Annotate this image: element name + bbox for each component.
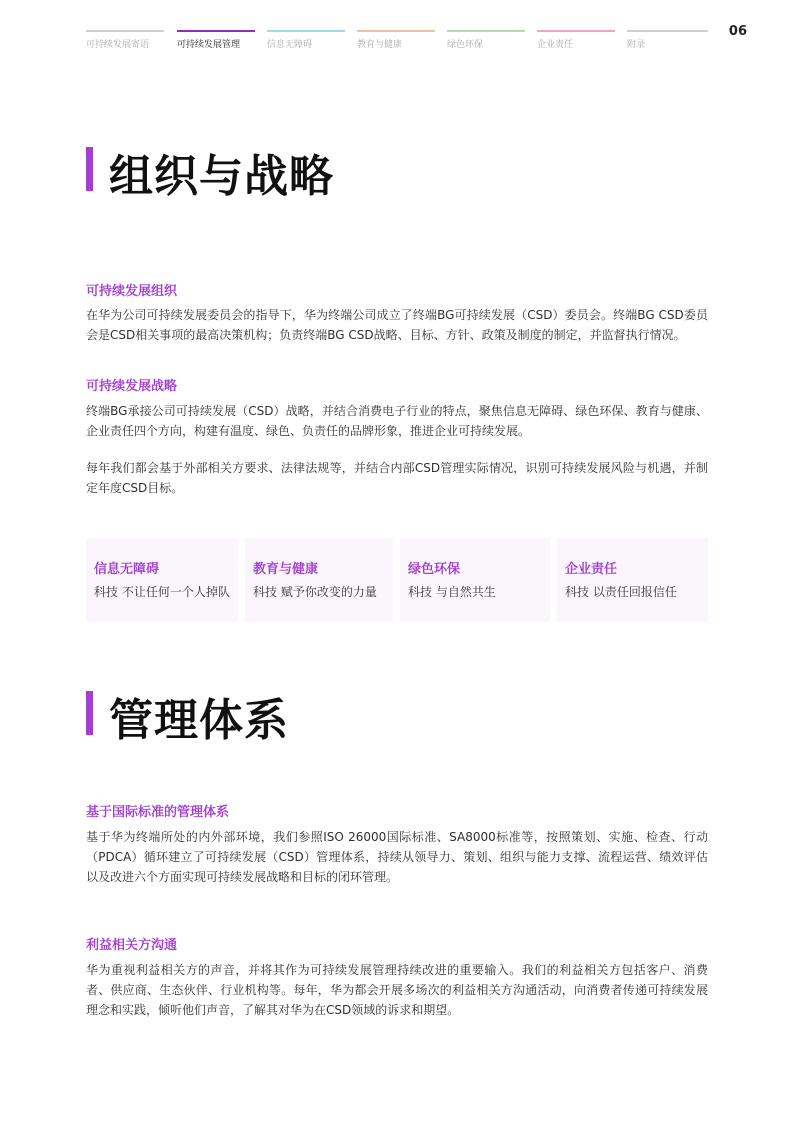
- nav-tab-green[interactable]: [447, 30, 525, 50]
- nav-tab-label: 绿色环保: [447, 40, 484, 50]
- nav-tab-label: 企业责任: [537, 40, 574, 50]
- paragraph-targets: 每年我们都会基于外部相关方要求、法律法规等，并结合内部CSD管理实际情况，识别可持续发展风险与机遇，并制定年度CSD目标。: [86, 461, 708, 495]
- card-subtitle: 科技 不让任何一个人掉队: [94, 585, 230, 599]
- subheading-system: 基于国际标准的管理体系: [86, 805, 230, 820]
- subheading-org: 可持续发展组织: [86, 284, 178, 299]
- nav-tab-education[interactable]: [357, 30, 435, 50]
- title-accent-bar: [86, 147, 93, 191]
- focus-card-accessibility: [86, 538, 238, 622]
- nav-tab-label: 可持续发展管理: [177, 40, 241, 50]
- title-accent-bar: [86, 691, 93, 735]
- focus-card-responsibility: [557, 538, 708, 622]
- section-heading: 管理体系: [109, 695, 289, 746]
- card-title: 企业责任: [565, 562, 618, 577]
- nav-tab-bar: [357, 30, 435, 32]
- paragraph-org: 在华为公司可持续发展委员会的指导下，华为终端公司成立了终端BG可持续发展（CSD）委员会。终端BG CSD委员会是CSD相关事项的最高决策机构；负责终端BG CSD战略、目标、方针、政策及制度的制定，并监督执行情况。: [86, 308, 708, 342]
- section-nav: [86, 30, 708, 50]
- nav-tab-label: 教育与健康: [357, 40, 403, 50]
- nav-tab-bar: [537, 30, 615, 32]
- nav-tab-bar: [447, 30, 525, 32]
- nav-tab-accessibility[interactable]: [267, 30, 345, 50]
- nav-tab-message[interactable]: [86, 30, 164, 50]
- paragraph-strategy: 终端BG承接公司可持续发展（CSD）战略，并结合消费电子行业的特点，聚焦信息无障碍、绿色环保、教育与健康、企业责任四个方向，构建有温度、绿色、负责任的品牌形象，推进企业可持续发展。: [86, 404, 708, 438]
- nav-tab-bar: [627, 30, 708, 32]
- focus-card-green: [400, 538, 550, 622]
- nav-tab-label: 可持续发展寄语: [86, 40, 150, 50]
- card-title: 绿色环保: [408, 562, 461, 577]
- subheading-strategy: 可持续发展战略: [86, 379, 178, 394]
- card-subtitle: 科技 以责任回报信任: [565, 585, 677, 599]
- card-title: 信息无障碍: [94, 562, 160, 577]
- nav-tab-bar: [177, 30, 255, 32]
- nav-tab-bar: [267, 30, 345, 32]
- nav-tab-management[interactable]: [177, 30, 255, 50]
- nav-tab-bar: [86, 30, 164, 32]
- paragraph-system: 基于华为终端所处的内外部环境，我们参照ISO 26000国际标准、SA8000标准等，按照策划、实施、检查、行动（PDCA）循环建立了可持续发展（CSD）管理体系，持续从领导力、策划、组织与能力支撑、流程运营、绩效评估以及改进六个方面实现可持续发展战略和目标的闭环管理。: [86, 830, 708, 884]
- paragraph-stakeholder: 华为重视利益相关方的声音，并将其作为可持续发展管理持续改进的重要输入。我们的利益相关方包括客户、消费者、供应商、生态伙伴、行业机构等。每年，华为都会开展多场次的利益相关方沟通活动，向消费者传递可持续发展理念和实践，倾听他们声音，了解其对华为在CSD领域的诉求和期望。: [86, 963, 708, 1017]
- focus-area-cards: [86, 538, 708, 622]
- page-number: 06: [728, 24, 747, 39]
- focus-card-education: [245, 538, 393, 622]
- card-title: 教育与健康: [253, 562, 319, 577]
- card-subtitle: 科技 与自然共生: [408, 585, 496, 599]
- card-subtitle: 科技 赋予你改变的力量: [253, 585, 377, 599]
- nav-tab-label: 信息无障碍: [267, 40, 313, 50]
- page-title: 组织与战略: [109, 151, 334, 202]
- nav-tab-label: 附录: [627, 40, 646, 50]
- subheading-stakeholder: 利益相关方沟通: [86, 938, 178, 953]
- nav-tab-appendix[interactable]: [627, 30, 708, 50]
- nav-tab-responsibility[interactable]: [537, 30, 615, 50]
